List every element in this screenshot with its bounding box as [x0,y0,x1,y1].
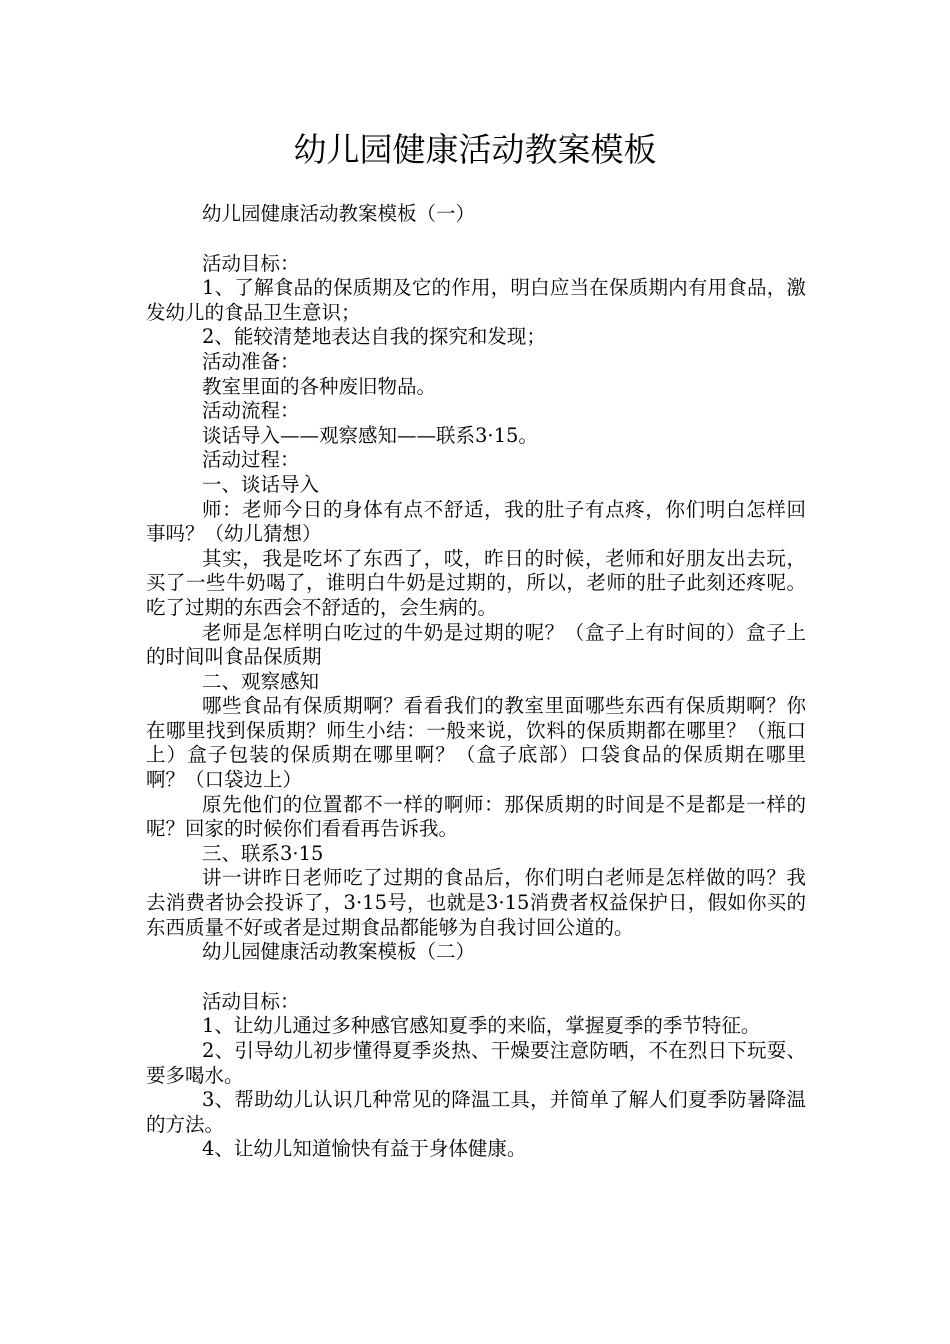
document-body [146,202,806,1162]
paragraph: 三、联系3·15 [202,841,324,865]
section-heading-1: 幼儿园健康活动教案模板（一） [202,202,476,225]
paragraph: 2、引导幼儿初步懂得夏季炎热、干燥要注意防晒，不在烈日下玩耍、要多喝水。 [146,1039,806,1087]
paragraph: 4、让幼儿知道愉快有益于身体健康。 [202,1137,527,1161]
document-title: 幼儿园健康活动教案模板 [293,130,657,169]
paragraph: 一、谈话导入 [202,472,320,496]
paragraph: 活动流程： [202,399,300,423]
paragraph: 老师是怎样明白吃过的牛奶是过期的呢？（盒子上有时间的）盒子上的时间叫食品保质期 [146,620,806,669]
section-heading-2: 幼儿园健康活动教案模板（二） [202,940,476,964]
paragraph: 1、让幼儿通过多种感官感知夏季的来临，掌握夏季的季节特征。 [202,1014,761,1038]
paragraph: 原先他们的位置都不一样的啊师：那保质期的时间是不是都是一样的呢？回家的时候你们看看再告诉我。 [146,792,806,841]
paragraph: 师：老师今日的身体有点不舒适，我的肚子有点疼，你们明白怎样回事吗？（幼儿猜想） [146,497,806,546]
paragraph: 谈话导入——观察感知——联系3·15。 [202,423,538,447]
paragraph: 2、能较清楚地表达自我的探究和发现； [202,325,546,349]
paragraph: 活动准备： [202,349,300,373]
paragraph: 二、观察感知 [202,669,320,693]
paragraph: 讲一讲昨日老师吃了过期的食品后，你们明白老师是怎样做的吗？我去消费者协会投诉了，3·15号，也就是3·15消费者权益保护日，假如你买的东西质量不好或者是过期食品都能够为自我讨回公道的。 [146,866,806,939]
paragraph: 教室里面的各种废旧物品。 [202,374,437,398]
paragraph: 活动目标： [202,989,300,1013]
paragraph: 1、了解食品的保质期及它的作用，明白应当在保质期内有用食品，激发幼儿的食品卫生意识； [146,276,806,324]
paragraph: 活动目标： [202,251,300,275]
paragraph: 其实，我是吃坏了东西了，哎，昨日的时候，老师和好朋友出去玩，买了一些牛奶喝了，谁明白牛奶是过期的，所以，老师的肚子此刻还疼呢。吃了过期的东西会不舒适的，会生病的。 [146,546,806,619]
paragraph: 活动过程： [202,448,300,472]
paragraph: 哪些食品有保质期啊？看看我们的教室里面哪些东西有保质期啊？你在哪里找到保质期？师生小结：一般来说，饮料的保质期都在哪里？（瓶口上）盒子包装的保质期在哪里啊？（盒子底部）口袋食品的保质期在哪里啊？（口袋边上） [146,694,806,792]
paragraph: 3、帮助幼儿认识几种常见的降温工具，并简单了解人们夏季防暑降温的方法。 [146,1088,806,1136]
